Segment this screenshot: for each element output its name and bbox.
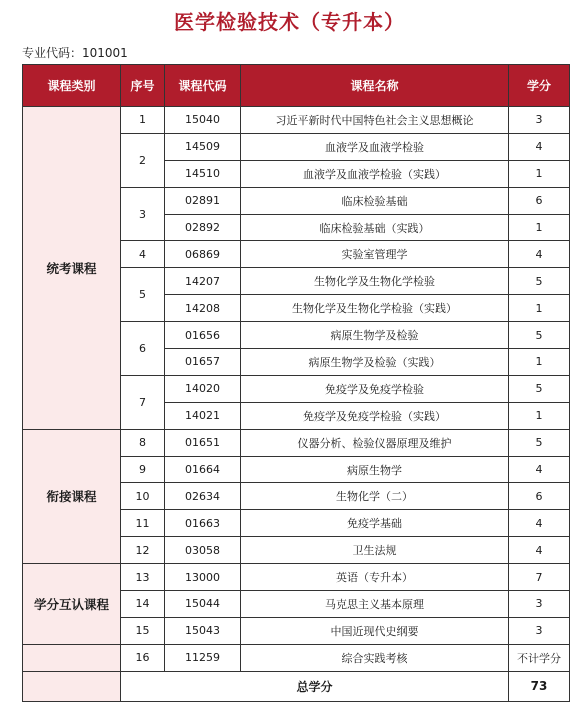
category-unified: 统考课程 bbox=[23, 107, 121, 430]
row-credit: 7 bbox=[509, 564, 570, 591]
row-name: 临床检验基础 bbox=[241, 187, 509, 214]
row-seq: 13 bbox=[121, 564, 165, 591]
row-code: 15040 bbox=[165, 107, 241, 134]
row-credit: 1 bbox=[509, 349, 570, 376]
row-seq: 12 bbox=[121, 537, 165, 564]
row-credit: 3 bbox=[509, 591, 570, 618]
header-category: 课程类别 bbox=[23, 65, 121, 107]
row-credit: 4 bbox=[509, 133, 570, 160]
row-seq: 3 bbox=[121, 187, 165, 241]
row-code: 01664 bbox=[165, 456, 241, 483]
row-seq: 1 bbox=[121, 107, 165, 134]
row-code: 01656 bbox=[165, 322, 241, 349]
row-credit: 1 bbox=[509, 295, 570, 322]
total-row bbox=[23, 671, 570, 701]
row-seq: 15 bbox=[121, 617, 165, 644]
header-course-name: 课程名称 bbox=[241, 65, 509, 107]
row-code: 14020 bbox=[165, 375, 241, 402]
row-credit: 1 bbox=[509, 214, 570, 241]
row-credit: 3 bbox=[509, 617, 570, 644]
row-name: 仪器分析、检验仪器原理及维护 bbox=[241, 429, 509, 456]
category-empty bbox=[23, 644, 121, 671]
row-name: 马克思主义基本原理 bbox=[241, 591, 509, 618]
page-title: 医学检验技术（专升本） bbox=[174, 10, 405, 34]
row-credit: 4 bbox=[509, 537, 570, 564]
row-credit: 3 bbox=[509, 107, 570, 134]
row-name: 生物化学及生物化学检验 bbox=[241, 268, 509, 295]
row-name: 习近平新时代中国特色社会主义思想概论 bbox=[241, 107, 509, 134]
row-name: 中国近现代史纲要 bbox=[241, 617, 509, 644]
row-seq: 10 bbox=[121, 483, 165, 510]
row-code: 14509 bbox=[165, 133, 241, 160]
row-code: 13000 bbox=[165, 564, 241, 591]
row-code: 14208 bbox=[165, 295, 241, 322]
row-name: 生物化学及生物化学检验（实践） bbox=[241, 295, 509, 322]
total-value: 73 bbox=[509, 671, 570, 701]
row-code: 15044 bbox=[165, 591, 241, 618]
row-seq: 9 bbox=[121, 456, 165, 483]
row-credit: 5 bbox=[509, 268, 570, 295]
table-row bbox=[23, 644, 570, 671]
row-credit: 4 bbox=[509, 456, 570, 483]
row-credit: 不计学分 bbox=[509, 644, 570, 671]
total-label: 总学分 bbox=[121, 671, 509, 701]
row-code: 02891 bbox=[165, 187, 241, 214]
row-seq: 7 bbox=[121, 375, 165, 429]
row-credit: 1 bbox=[509, 402, 570, 429]
row-credit: 5 bbox=[509, 375, 570, 402]
category-bridge: 衔接课程 bbox=[23, 429, 121, 563]
row-code: 06869 bbox=[165, 241, 241, 268]
row-code: 14207 bbox=[165, 268, 241, 295]
row-name: 综合实践考核 bbox=[241, 644, 509, 671]
row-name: 卫生法规 bbox=[241, 537, 509, 564]
row-credit: 5 bbox=[509, 322, 570, 349]
row-name: 病原生物学 bbox=[241, 456, 509, 483]
table-row bbox=[23, 107, 570, 134]
row-name: 免疫学及免疫学检验（实践） bbox=[241, 402, 509, 429]
row-name: 生物化学（二） bbox=[241, 483, 509, 510]
table-header-row bbox=[23, 65, 570, 107]
major-code: 专业代码：101001 bbox=[22, 46, 128, 60]
row-credit: 4 bbox=[509, 241, 570, 268]
row-name: 英语（专升本） bbox=[241, 564, 509, 591]
row-credit: 6 bbox=[509, 483, 570, 510]
row-credit: 5 bbox=[509, 429, 570, 456]
table-row bbox=[23, 429, 570, 456]
row-seq: 11 bbox=[121, 510, 165, 537]
row-seq: 16 bbox=[121, 644, 165, 671]
row-code: 14021 bbox=[165, 402, 241, 429]
row-seq: 2 bbox=[121, 133, 165, 187]
header-course-code: 课程代码 bbox=[165, 65, 241, 107]
total-spacer bbox=[23, 671, 121, 701]
category-mutual: 学分互认课程 bbox=[23, 564, 121, 645]
row-credit: 1 bbox=[509, 160, 570, 187]
row-code: 14510 bbox=[165, 160, 241, 187]
row-name: 血液学及血液学检验（实践） bbox=[241, 160, 509, 187]
table-row bbox=[23, 564, 570, 591]
row-name: 免疫学及免疫学检验 bbox=[241, 375, 509, 402]
row-seq: 4 bbox=[121, 241, 165, 268]
row-seq: 6 bbox=[121, 322, 165, 376]
row-code: 15043 bbox=[165, 617, 241, 644]
row-name: 病原生物学及检验 bbox=[241, 322, 509, 349]
row-seq: 5 bbox=[121, 268, 165, 322]
row-code: 01651 bbox=[165, 429, 241, 456]
row-name: 病原生物学及检验（实践） bbox=[241, 349, 509, 376]
course-table bbox=[22, 64, 570, 702]
row-credit: 4 bbox=[509, 510, 570, 537]
row-code: 03058 bbox=[165, 537, 241, 564]
row-code: 01657 bbox=[165, 349, 241, 376]
row-name: 免疫学基础 bbox=[241, 510, 509, 537]
row-code: 02892 bbox=[165, 214, 241, 241]
row-code: 11259 bbox=[165, 644, 241, 671]
row-name: 血液学及血液学检验 bbox=[241, 133, 509, 160]
row-seq: 14 bbox=[121, 591, 165, 618]
row-credit: 6 bbox=[509, 187, 570, 214]
row-name: 实验室管理学 bbox=[241, 241, 509, 268]
row-code: 02634 bbox=[165, 483, 241, 510]
row-code: 01663 bbox=[165, 510, 241, 537]
header-credit: 学分 bbox=[509, 65, 570, 107]
header-seq: 序号 bbox=[121, 65, 165, 107]
row-seq: 8 bbox=[121, 429, 165, 456]
row-name: 临床检验基础（实践） bbox=[241, 214, 509, 241]
